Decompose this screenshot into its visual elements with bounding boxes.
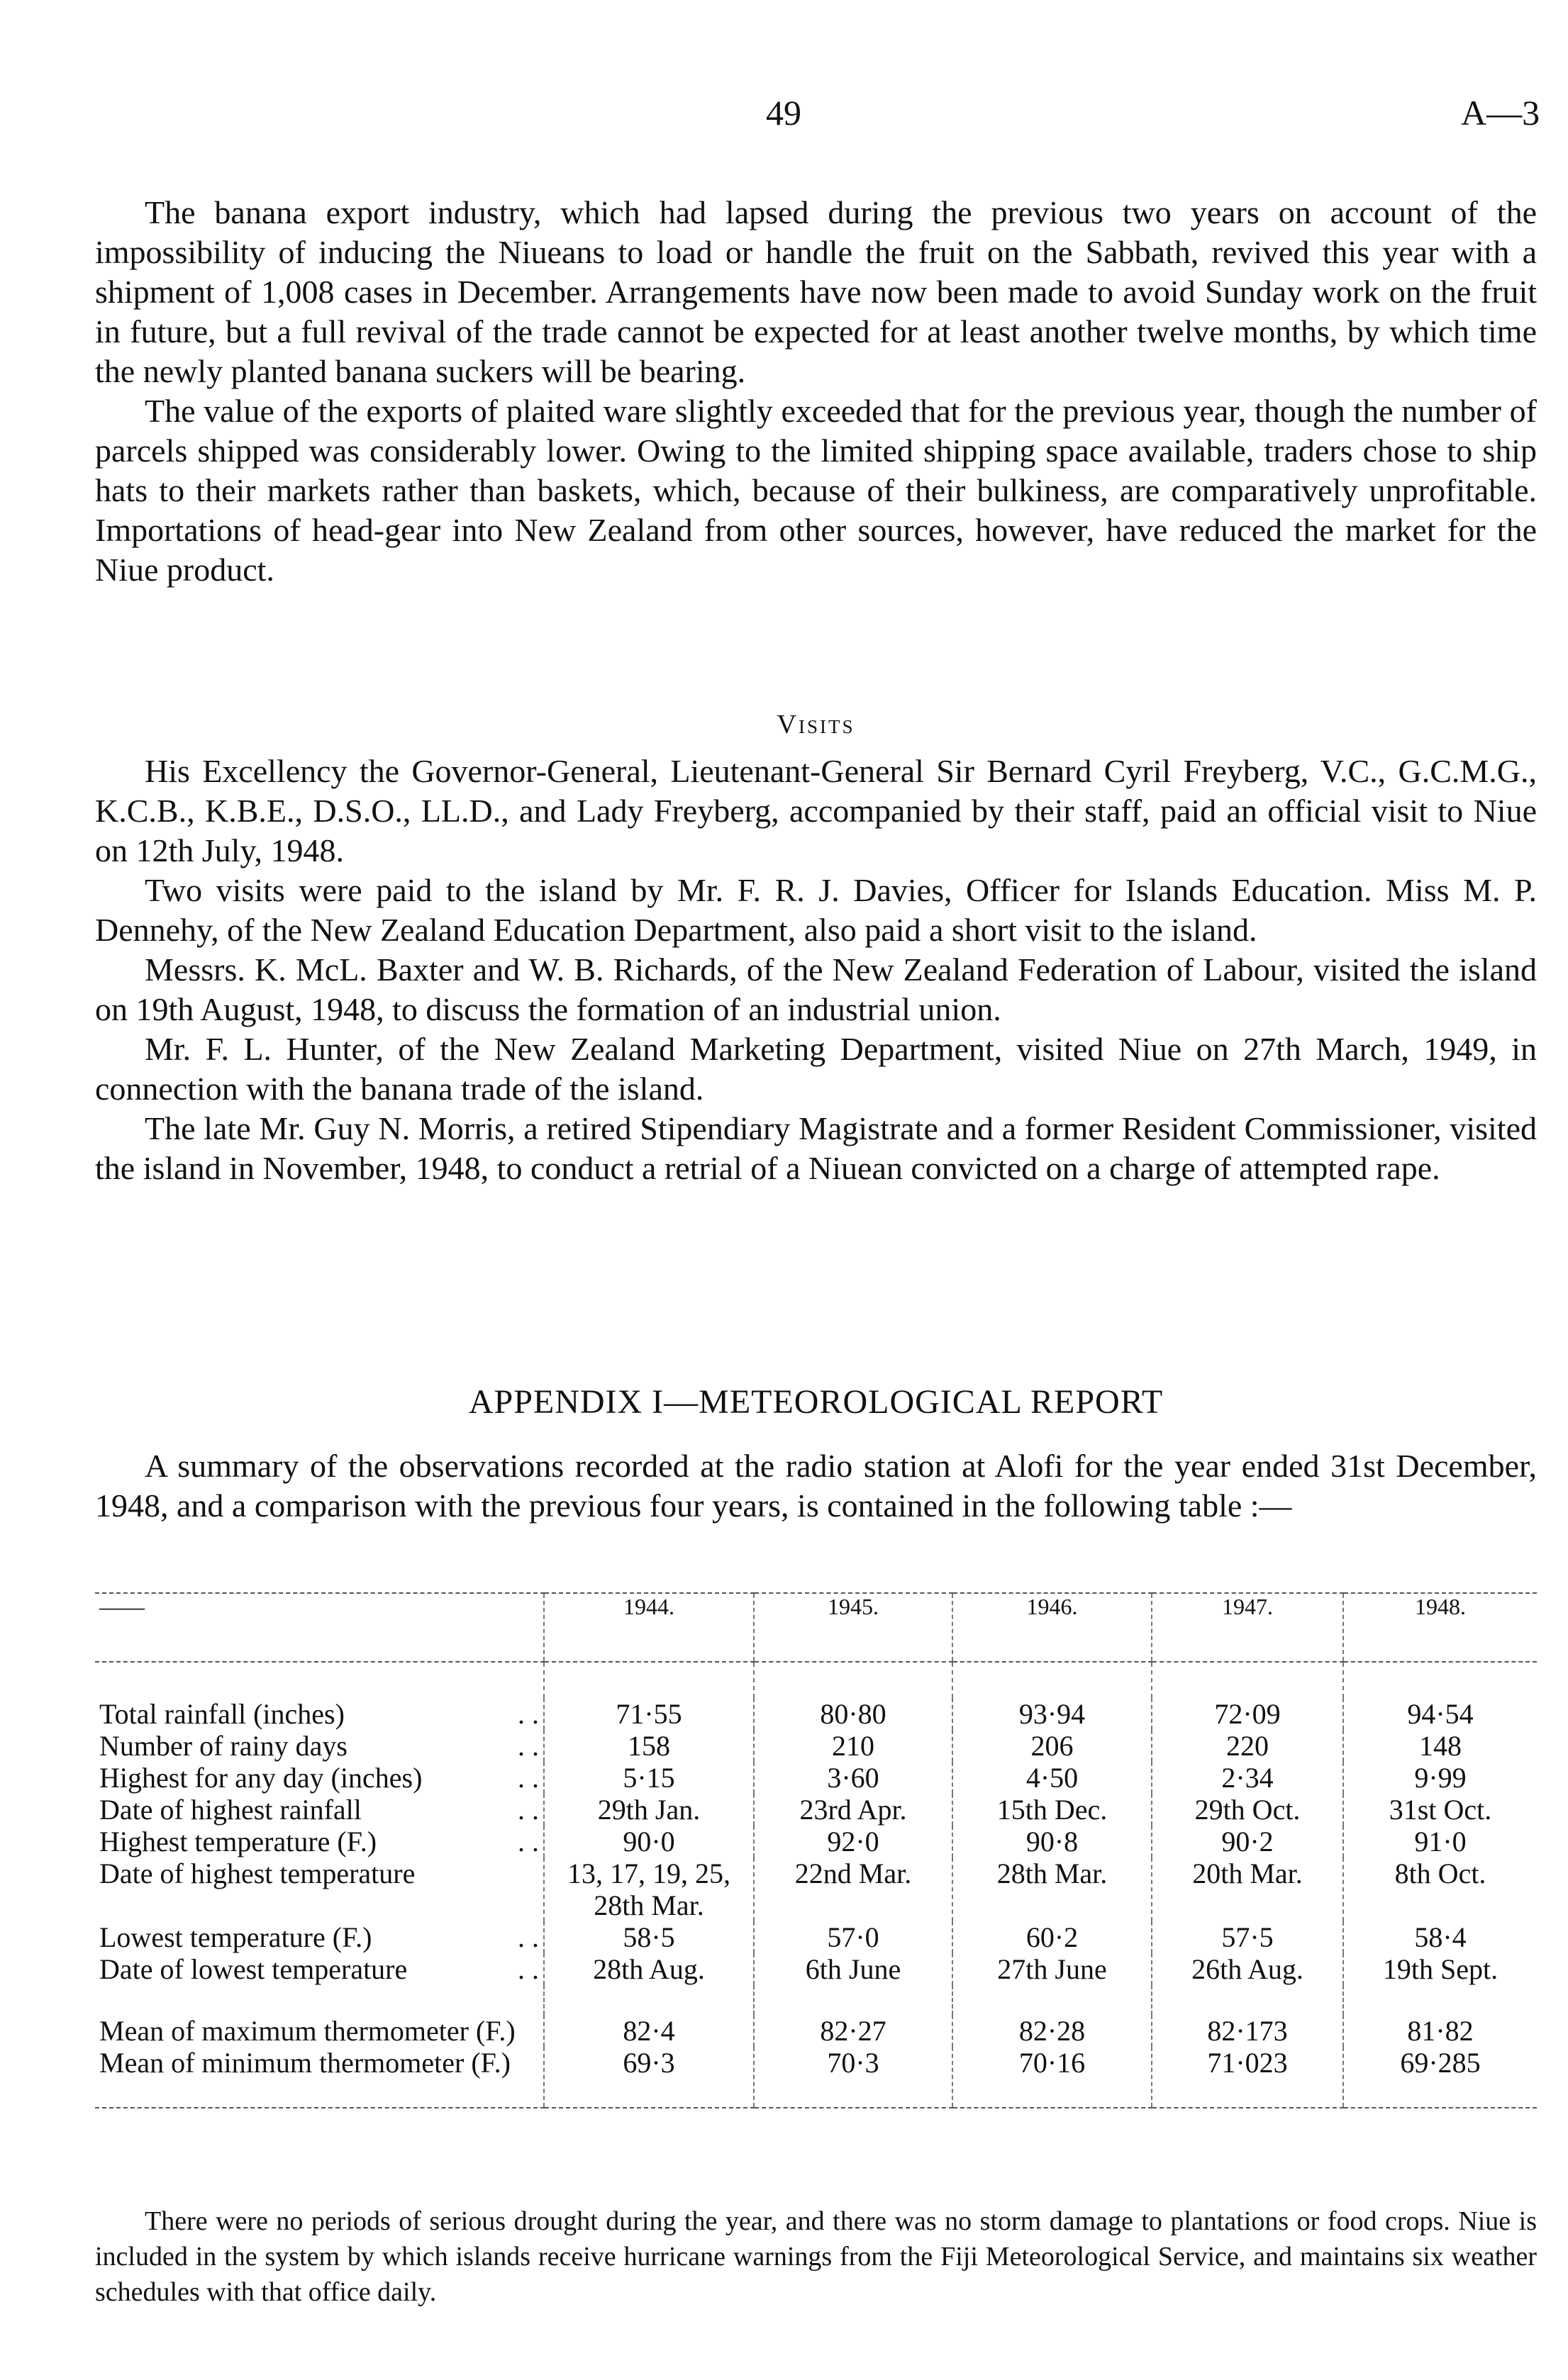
table-row — [95, 1857, 1537, 1921]
value-cell: 82·173 — [1152, 2015, 1343, 2047]
paragraph: There were no periods of serious drought during the year, and there was no storm damage to plantations or food crops. Niue is included in the system by which islands receive hurricane warnings from the Fiji Meteorological Service, and maintains six weather schedules with that office daily. — [95, 2206, 1537, 2307]
value-cell: 70·3 — [754, 2047, 952, 2108]
paragraph: His Excellency the Governor-General, Lieutenant-General Sir Bernard Cyril Freyberg, V.C., G.C.M.G., K.C.B., K.B.E., D.S.O., LL.D., and Lady Freyberg, accompanied by their staff, paid an official visit to Niue on 12th July, 1948. — [95, 753, 1537, 868]
closing-paragraph — [95, 2203, 1537, 2310]
row-label: Mean of minimum thermometer (F.) — [99, 2047, 511, 2079]
value-cell: 80·80 — [754, 1698, 952, 1730]
table-row — [95, 1953, 1537, 1985]
table-row — [95, 1794, 1537, 1826]
row-label: Date of highest rainfall — [99, 1794, 362, 1826]
value-cell: 90·0 — [544, 1826, 754, 1857]
value-cell: 82·28 — [952, 2015, 1152, 2047]
table-row — [95, 1730, 1537, 1762]
paragraph: The value of the exports of plaited ware slightly exceeded that for the previous year, though the number of parcels shipped was considerably lower. Owing to the limited shipping space available, traders chose to ship hats to their markets rather than baskets, which, because of their bulkiness, are comparatively unprofitable. Importations of head-gear into New Zealand from other sources, however, have reduced the market for the Niue product. — [95, 393, 1537, 588]
row-label-wrap — [99, 1762, 539, 1794]
paragraph: Mr. F. L. Hunter, of the New Zealand Marketing Department, visited Niue on 27th March, 1949, in connection with the banana trade of the island. — [95, 1031, 1537, 1107]
row-label: Date of highest temperature — [99, 1857, 416, 1889]
spacer — [544, 1985, 754, 2015]
row-label-wrap — [99, 1857, 539, 1889]
value-cell: 27th June — [952, 1953, 1152, 1985]
table-row — [95, 1826, 1537, 1857]
header-year: 1948. — [1343, 1593, 1537, 1662]
value-cell: 93·94 — [952, 1698, 1152, 1730]
spacer — [1152, 1662, 1343, 1698]
table-row — [95, 1921, 1537, 1953]
table-row — [95, 2015, 1537, 2047]
row-label-wrap — [99, 1730, 539, 1762]
row-label-wrap — [99, 2047, 539, 2079]
header-year: 1946. — [952, 1593, 1152, 1662]
appendix-intro — [95, 1446, 1537, 1526]
header-year: 1945. — [754, 1593, 952, 1662]
appendix-heading: APPENDIX I—METEOROLOGICAL REPORT — [468, 1383, 1164, 1421]
spacer — [952, 1662, 1152, 1698]
leader-dots: . . — [518, 1921, 539, 1953]
paragraph: The late Mr. Guy N. Morris, a retired Stipendiary Magistrate and a former Resident Commissioner, visited the island in November, 1948, to conduct a retrial of a Niuean convicted on a charge of attempted rape. — [95, 1110, 1537, 1186]
row-label-cell — [95, 2047, 544, 2108]
value-cell: 81·82 — [1343, 2015, 1537, 2047]
row-label: Lowest temperature (F.) — [99, 1921, 372, 1953]
value-cell: 29th Oct. — [1152, 1794, 1343, 1826]
row-label-cell — [95, 1826, 544, 1857]
spacer — [754, 1662, 952, 1698]
row-label-cell — [95, 1698, 544, 1730]
paragraph: The banana export industry, which had lapsed during the previous two years on account of the impossibility of inducing the Niueans to load or handle the fruit on the Sabbath, revived this year with a shipment of 1,008 cases in December. Arrangements have now been made to avoid Sunday work on the fruit in future, but a full revival of the trade cannot be expected for at least another twelve months, by which time the newly planted banana suckers will be bearing. — [95, 194, 1537, 389]
row-label-cell — [95, 1730, 544, 1762]
section-code: A—3 — [1461, 93, 1540, 133]
value-cell: 92·0 — [754, 1826, 952, 1857]
value-cell: 206 — [952, 1730, 1152, 1762]
value-cell: 23rd Apr. — [754, 1794, 952, 1826]
value-cell: 29th Jan. — [544, 1794, 754, 1826]
value-cell: 90·2 — [1152, 1826, 1343, 1857]
header-year: 1947. — [1152, 1593, 1343, 1662]
value-cell: 6th June — [754, 1953, 952, 1985]
meteorological-table — [95, 1592, 1537, 2108]
spacer — [95, 1985, 544, 2015]
value-cell: 5·15 — [544, 1762, 754, 1794]
value-cell: 71·55 — [544, 1698, 754, 1730]
row-label-wrap — [99, 1698, 539, 1730]
value-cell: 28th Mar. — [952, 1857, 1152, 1921]
value-cell: 70·16 — [952, 2047, 1152, 2108]
row-label-cell — [95, 1794, 544, 1826]
spacer — [544, 1662, 754, 1698]
header-blank: —— — [95, 1593, 544, 1662]
leader-dots: . . — [518, 1794, 539, 1826]
value-cell: 60·2 — [952, 1921, 1152, 1953]
row-label-wrap — [99, 1794, 539, 1826]
value-cell: 26th Aug. — [1152, 1953, 1343, 1985]
row-label-cell — [95, 1953, 544, 1985]
value-cell: 9·99 — [1343, 1762, 1537, 1794]
row-label-cell — [95, 1762, 544, 1794]
value-cell: 19th Sept. — [1343, 1953, 1537, 1985]
value-cell: 82·27 — [754, 2015, 952, 2047]
value-cell: 148 — [1343, 1730, 1537, 1762]
value-cell: 58·4 — [1343, 1921, 1537, 1953]
value-cell: 22nd Mar. — [754, 1857, 952, 1921]
table-row — [95, 1762, 1537, 1794]
row-label: Mean of maximum thermometer (F.) — [99, 2015, 516, 2047]
value-cell: 28th Aug. — [544, 1953, 754, 1985]
paragraph: Two visits were paid to the island by Mr. F. R. J. Davies, Officer for Islands Education. Miss M. P. Dennehy, of the New Zealand Education Department, also paid a short visit to the island. — [95, 872, 1537, 948]
leader-dots: . . — [518, 1762, 539, 1794]
leader-dots: . . — [518, 1826, 539, 1857]
row-label-cell — [95, 1921, 544, 1953]
value-cell: 4·50 — [952, 1762, 1152, 1794]
value-cell: 58·5 — [544, 1921, 754, 1953]
row-label-cell — [95, 2015, 544, 2047]
visits-paragraphs — [95, 752, 1537, 1188]
spacer — [952, 1985, 1152, 2015]
value-cell: 57·5 — [1152, 1921, 1343, 1953]
leader-dots: . . — [518, 1953, 539, 1985]
row-label-wrap — [99, 1953, 539, 1985]
value-cell: 31st Oct. — [1343, 1794, 1537, 1826]
value-cell: 210 — [754, 1730, 952, 1762]
row-label: Highest for any day (inches) — [99, 1762, 423, 1794]
spacer — [1152, 1985, 1343, 2015]
spacer — [95, 1662, 544, 1698]
value-cell: 3·60 — [754, 1762, 952, 1794]
row-label: Total rainfall (inches) — [99, 1698, 345, 1730]
value-cell: 69·3 — [544, 2047, 754, 2108]
value-cell: 91·0 — [1343, 1826, 1537, 1857]
value-cell: 2·34 — [1152, 1762, 1343, 1794]
header-year: 1944. — [544, 1593, 754, 1662]
value-cell: 8th Oct. — [1343, 1857, 1537, 1921]
value-cell: 82·4 — [544, 2015, 754, 2047]
value-cell: 90·8 — [952, 1826, 1152, 1857]
value-cell: 15th Dec. — [952, 1794, 1152, 1826]
spacer — [1343, 1985, 1537, 2015]
leader-dots: . . — [518, 1698, 539, 1730]
value-cell: 220 — [1152, 1730, 1343, 1762]
leader-dots: . . — [518, 1730, 539, 1762]
export-paragraphs — [95, 193, 1537, 590]
visits-heading: Visits — [777, 710, 855, 739]
row-label-wrap — [99, 1921, 539, 1953]
value-cell: 20th Mar. — [1152, 1857, 1343, 1921]
paragraph: Messrs. K. McL. Baxter and W. B. Richards, of the New Zealand Federation of Labour, visited the island on 19th August, 1948, to discuss the formation of an industrial union. — [95, 951, 1537, 1027]
paragraph: A summary of the observations recorded at the radio station at Alofi for the year ended 31st December, 1948, and a comparison with the previous four years, is contained in the following table :— — [95, 1448, 1537, 1524]
value-cell: 71·023 — [1152, 2047, 1343, 2108]
page-number: 49 — [766, 93, 801, 133]
value-cell: 69·285 — [1343, 2047, 1537, 2108]
row-label-wrap — [99, 1826, 539, 1857]
spacer — [754, 1985, 952, 2015]
value-cell: 57·0 — [754, 1921, 952, 1953]
table-row — [95, 1698, 1537, 1730]
value-cell: 72·09 — [1152, 1698, 1343, 1730]
row-label: Highest temperature (F.) — [99, 1826, 377, 1857]
row-label-wrap — [99, 2015, 539, 2047]
value-cell: 158 — [544, 1730, 754, 1762]
value-cell: 94·54 — [1343, 1698, 1537, 1730]
value-cell: 13, 17, 19, 25, 28th Mar. — [544, 1857, 754, 1921]
row-label: Number of rainy days — [99, 1730, 347, 1762]
row-label-cell — [95, 1857, 544, 1921]
row-label: Date of lowest temperature — [99, 1953, 408, 1985]
spacer — [1343, 1662, 1537, 1698]
table-row — [95, 2047, 1537, 2108]
